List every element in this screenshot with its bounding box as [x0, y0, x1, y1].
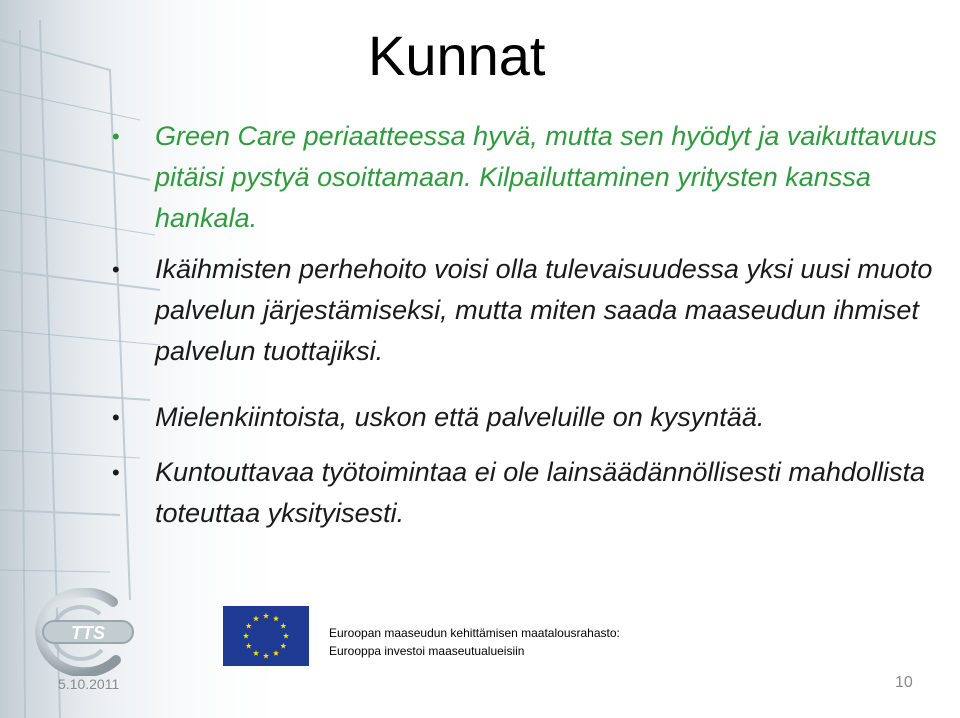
eu-flag-icon [223, 606, 309, 666]
bullet-item: • Mielenkiintoista, uskon että palveluille on kysyntää. [112, 397, 942, 438]
bullet-item: • Ikäihmisten perhehoito voisi olla tulevaisuudessa yksi uusi muoto palvelun järjestämiseksi, mutta miten saada maaseudun ihmiset palvelun tuottajiksi. [112, 249, 942, 372]
bullet-item: • Green Care periaatteessa hyvä, mutta sen hyödyt ja vaikuttavuus pitäisi pystyä osoittamaan. Kilpailuttaminen yritysten kanssa hankala. [112, 116, 942, 239]
eu-funding-text [329, 624, 620, 660]
bullet-list [112, 116, 942, 534]
bullet-item: • Kuntouttavaa työtoimintaa ei ole lainsäädännöllisesti mahdollista toteuttaa yksityisesti. [112, 452, 942, 534]
eu-funding-line2: Eurooppa investoi maaseutualueisiin [329, 644, 525, 658]
footer-date: 5.10.2011 [58, 676, 120, 692]
page-number: 10 [895, 674, 913, 691]
tts-logo [18, 588, 138, 676]
slide-title: Kunnat [368, 24, 546, 87]
tts-logo-text: TTS [71, 623, 105, 643]
eu-funding-line1: Euroopan maaseudun kehittämisen maatalousrahasto: [329, 626, 620, 640]
